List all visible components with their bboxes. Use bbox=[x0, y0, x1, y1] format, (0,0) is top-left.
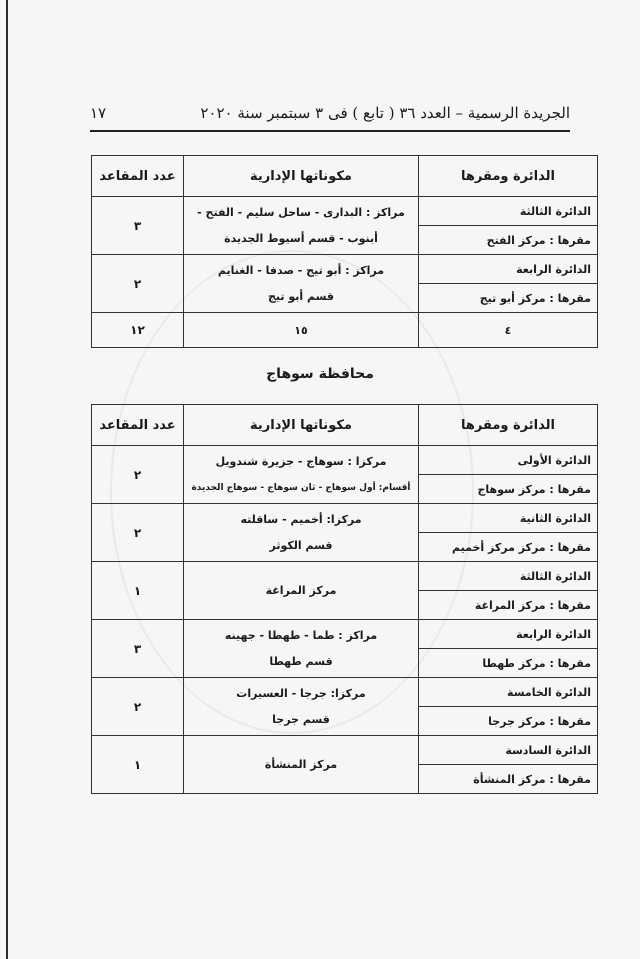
circle-components bbox=[184, 736, 419, 794]
sohag-circles-table bbox=[91, 404, 598, 794]
header-circle: الدائرة ومقرها bbox=[419, 405, 598, 446]
component-line: مركزا : سوهاج - جزيرة شندويل bbox=[215, 454, 387, 468]
table-row bbox=[92, 562, 598, 591]
circle-seat: مقرها : مركز طهطا bbox=[419, 649, 598, 678]
table-body bbox=[92, 446, 598, 794]
circle-name: الدائرة الثالثة bbox=[419, 562, 598, 591]
table-row bbox=[92, 197, 598, 226]
circle-seat: مقرها : مركز أبو تيج bbox=[419, 284, 598, 313]
header-seats: عدد المقاعد bbox=[92, 405, 184, 446]
seat-count: ٢ bbox=[92, 446, 184, 504]
table-header-row bbox=[92, 156, 598, 197]
circle-name: الدائرة الرابعة bbox=[419, 255, 598, 284]
totals-row bbox=[92, 313, 598, 348]
seat-count: ١ bbox=[92, 736, 184, 794]
circle-components bbox=[184, 255, 419, 313]
governorate-title: محافظة سوهاج bbox=[266, 366, 374, 382]
component-line: مركزا: جرجا - العسيرات bbox=[236, 686, 366, 700]
total-components: ١٥ bbox=[184, 313, 419, 348]
circle-name: الدائرة الخامسة bbox=[419, 678, 598, 707]
header-components: مكوناتها الإدارية bbox=[184, 405, 419, 446]
seat-count: ١ bbox=[92, 562, 184, 620]
component-line: مراكز : أبو تيج - صدفا - الغنايم bbox=[217, 263, 385, 277]
table-row bbox=[92, 620, 598, 649]
circle-seat: مقرها : مركز جرجا bbox=[419, 707, 598, 736]
component-line: أبنوب - قسم أسيوط الجديدة bbox=[224, 231, 378, 245]
component-line: مركز المراغة bbox=[265, 583, 337, 597]
component-line: مركز المنشأة bbox=[264, 757, 338, 771]
circle-seat: مقرها : مركز مركز أخميم bbox=[419, 533, 598, 562]
page-number: ١٧ bbox=[90, 104, 107, 122]
circle-components bbox=[184, 197, 419, 255]
component-line: مراكز : البدارى - ساحل سليم - الفتح - bbox=[197, 205, 405, 219]
table-row bbox=[92, 504, 598, 533]
circle-components bbox=[184, 504, 419, 562]
component-line: أقسام: أول سوهاج - ثان سوهاج - سوهاج الجديدة bbox=[191, 482, 411, 493]
header-components: مكوناتها الإدارية bbox=[184, 156, 419, 197]
seat-count: ٢ bbox=[92, 255, 184, 313]
circle-components bbox=[184, 678, 419, 736]
table-header-row bbox=[92, 405, 598, 446]
page-edge-rule bbox=[6, 0, 8, 959]
assiut-circles-table bbox=[91, 155, 598, 348]
circle-seat: مقرها : مركز الفتح bbox=[419, 226, 598, 255]
seat-count: ٣ bbox=[92, 197, 184, 255]
header-seats: عدد المقاعد bbox=[92, 156, 184, 197]
header-divider bbox=[90, 130, 570, 132]
seat-count: ٢ bbox=[92, 678, 184, 736]
seat-count: ٣ bbox=[92, 620, 184, 678]
circle-components bbox=[184, 446, 419, 504]
component-line: قسم أبو تيج bbox=[267, 289, 335, 303]
circle-name: الدائرة الثالثة bbox=[419, 197, 598, 226]
circle-seat: مقرها : مركز المنشأة bbox=[419, 765, 598, 794]
gazette-title: الجريدة الرسمية – العدد ٣٦ ( تابع ) فى ٣ سبتمبر سنة ٢٠٢٠ bbox=[200, 104, 570, 122]
circle-components bbox=[184, 620, 419, 678]
circle-name: الدائرة الثانية bbox=[419, 504, 598, 533]
table-row bbox=[92, 678, 598, 707]
component-line: مراكز : طما - طهطا - جهينه bbox=[224, 628, 378, 642]
component-line: قسم طهطا bbox=[269, 654, 333, 668]
header-circle: الدائرة ومقرها bbox=[419, 156, 598, 197]
circle-seat: مقرها : مركز سوهاج bbox=[419, 475, 598, 504]
component-line: قسم الكوثر bbox=[269, 538, 333, 552]
circle-name: الدائرة الرابعة bbox=[419, 620, 598, 649]
table-row bbox=[92, 446, 598, 475]
total-seats: ١٢ bbox=[92, 313, 184, 348]
circle-components bbox=[184, 562, 419, 620]
circle-name: الدائرة السادسة bbox=[419, 736, 598, 765]
component-line: قسم جرجا bbox=[272, 712, 330, 726]
seat-count: ٢ bbox=[92, 504, 184, 562]
total-circles: ٤ bbox=[419, 313, 598, 348]
table-row bbox=[92, 255, 598, 284]
table-row bbox=[92, 736, 598, 765]
circle-seat: مقرها : مركز المراغة bbox=[419, 591, 598, 620]
page-header bbox=[90, 100, 570, 132]
component-line: مركزا: أخميم - ساقلته bbox=[240, 512, 362, 526]
circle-name: الدائرة الأولى bbox=[419, 446, 598, 475]
